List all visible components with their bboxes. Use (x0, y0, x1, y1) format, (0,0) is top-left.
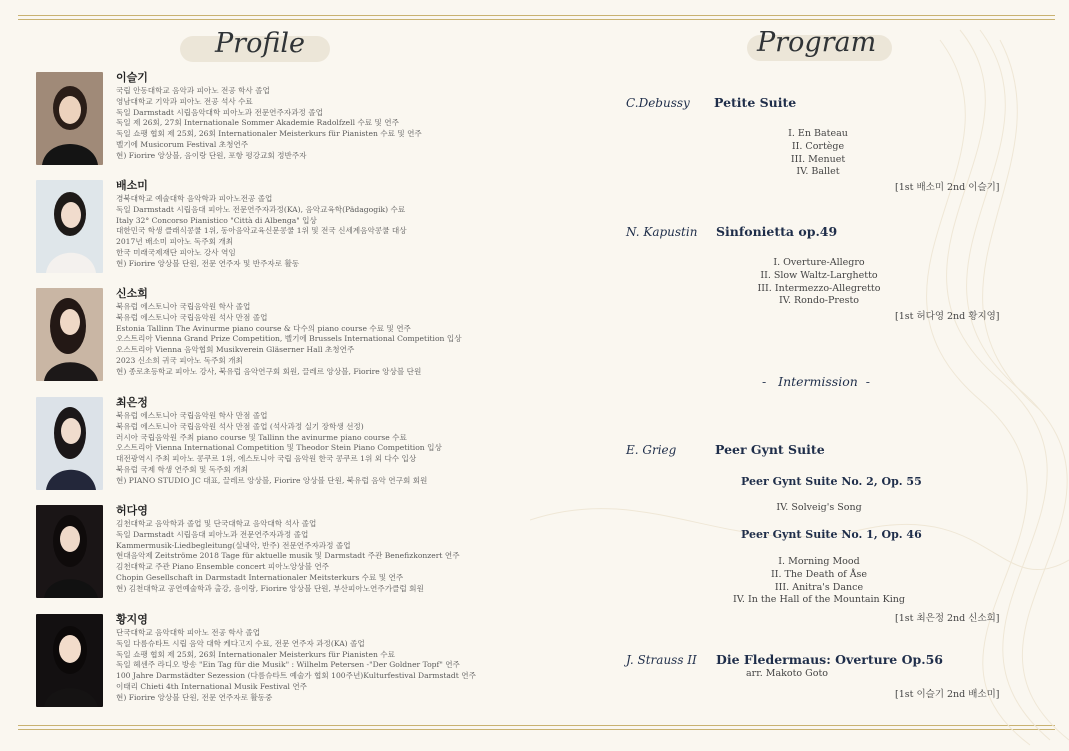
performer-name: 허다영 (116, 504, 148, 517)
subtitle-suite-2: Peer Gynt Suite No. 2, Op. 55 (741, 475, 922, 488)
title-peer-gynt: Peer Gynt Suite (715, 442, 825, 457)
movements-debussy: I. En Bateau II. Cortège III. Menuet IV. Ballet (788, 128, 848, 178)
performer-name: 배소미 (116, 179, 148, 192)
arranger: arr. Makoto Goto (746, 668, 829, 679)
performers-kapustin: [1st 허다영 2nd 황지영] (895, 311, 1000, 322)
performers-grieg: [1st 최은정 2nd 신소희] (895, 613, 1000, 624)
portrait-photo (36, 505, 103, 598)
movements-suite-2: IV. Solveig's Song (776, 502, 862, 513)
performer-name: 황지영 (116, 613, 148, 626)
top-rule-1 (18, 15, 1055, 16)
composer-debussy: C.Debussy (626, 96, 690, 110)
top-rule-2 (18, 19, 1055, 20)
bio-lines: 김천대학교 음악학과 졸업 및 단국대학교 음악대학 석사 졸업 독일 Darmstadt 시립음대 피아노과 전문연주자과정 졸업 Kammermusik-Liedbegleitung(실내악, 반주) 전문연주자과정 졸업 현대음악제 Zeitströme 2018 Tage für aktuelle musik 및 Darmstadt 주관 Benefizkonzert 연주 김천대학교 주관 Piano Ensemble concert 피아노앙상블 연주 Chopin Gesellschaft in Darmstadt Internationaler Meitsterkurs 수료 및 연주 현) 김천대학교 공연예술학과 출강, 음이랑, Fiorire 앙상블 단원, 부산피아노연주가클럽 회원 (116, 519, 460, 593)
bottom-rule-2 (18, 729, 1055, 730)
performers-strauss: [1st 이슬기 2nd 배소미] (895, 689, 1000, 700)
composer-strauss: J. Strauss II (626, 653, 697, 667)
composer-grieg: E. Grieg (626, 443, 677, 457)
title-petite-suite: Petite Suite (714, 95, 797, 110)
portrait-photo (36, 180, 103, 273)
intermission: - Intermission - (762, 374, 870, 389)
portrait-photo (36, 72, 103, 165)
performers-debussy: [1st 배소미 2nd 이슬기] (895, 182, 1000, 193)
performer-name: 이슬기 (116, 71, 148, 84)
bio-lines: 단국대학교 음악대학 피아노 전공 학사 졸업 독일 다름슈타트 시립 음악 대학 케다고지 수료, 전문 연주자 과정(KA) 졸업 독일 쇼팽 협회 제 25회, 26회 Internationaler Meisterkurs für Pianisten 수료 독일 헤센주 라디오 방송 "Ein Tag für die Musik" : Wilhelm Petersen -"Der Goldner Topf" 연주 100 Jahre Darmstädter Sezession (다름슈타트 예술가 협회 100주년)Kulturfestival Darmstadt 연주 이태리 Chieti 4th International Musik Festival 연주 현) Fiorire 앙상블 단원, 전문 연주자로 활동중 (116, 628, 476, 702)
subtitle-suite-1: Peer Gynt Suite No. 1, Op. 46 (741, 528, 922, 541)
title-fledermaus: Die Fledermaus: Overture Op.56 (716, 652, 943, 667)
bio-lines: 북유럽 에스토니아 국립음악원 학사 만점 졸업 북유럽 에스토니아 국립음악원 석사 만점 졸업 (석사과정 실기 장학생 선정) 러시아 국립음악원 주최 piano course 및 Tallinn the avinurme piano course 수료 오스트리아 Vienna International Competition 및 Theodor Stein Piano Competition 입상 대전광역시 주최 피아노 콩쿠르 1위, 에스토니아 국립 음악원 한국 콩쿠르 1위 외 다수 입상 북유럽 국제 학생 연주회 및 독주회 개최 현) PIANO STUDIO JC 대표, 끌레르 앙상블, Fiorire 앙상블 단원, 북유럽 음악 연구회 회원 (116, 411, 442, 485)
portrait-photo (36, 397, 103, 490)
bio-lines: 경북대학교 예술대학 음악학과 피아노전공 졸업 독일 Darmstadt 시립음대 피아노 전문연주자과정(KA), 음악교육학(Pädagogik) 수료 Italy 32° Concorso Pianistico "Città di Albenga" 입상 대한민국 학생 클래식콩쿨 1위, 동아음악교육신문콩쿨 1위 및 전국 신세계음악콩쿨 대상 2017년 배소미 피아노 독주회 개최 한국 미래국제재단 피아노 강사 역임 현) Fiorire 앙상블 단원, 전문 연주자 및 반주자로 활동 (116, 194, 407, 268)
title-sinfonietta: Sinfonietta op.49 (716, 224, 838, 239)
bottom-rule-1 (18, 725, 1055, 726)
performer-name: 신소희 (116, 287, 148, 300)
portrait-photo (36, 288, 103, 381)
composer-kapustin: N. Kapustin (626, 225, 698, 239)
bio-lines: 국립 안동대학교 음악과 피아노 전공 학사 졸업 영남대학교 기악과 피아노 전공 석사 수료 독일 Darmstadt 시립음악대학 피아노과 전문연주자과정 졸업 독일 제 26회, 27회 Internationale Sommer Akademie Radolfzell 수료 및 연주 독일 쇼팽 협회 제 25회, 26회 Internationaler Meisterkurs für Pianisten 수료 및 연주 벨기에 Musicorum Festival 초청연주 현) Fiorire 앙상블, 음이랑 단원, 포항 평강교회 정반주자 (116, 86, 422, 160)
bio-lines: 북유럽 에스토니아 국립음악원 학사 졸업 북유럽 에스토니아 국립음악원 석사 만점 졸업 Estonia Tallinn The Avinurme piano course & 다수의 piano course 수료 및 연주 오스트리아 Vienna Grand Prize Competition, 벨기에 Brussels International Competition 입상 오스트리아 Vienna 음악협회 Musikverein Gläserner Hall 초청연주 2023 신소희 귀국 피아노 독주회 개최 현) 종로초등학교 피아노 강사, 북유럽 음악연구회 회원, 끌레르 앙상블, Fiorire 앙상블 단원 (116, 302, 462, 376)
program-heading: Program (757, 27, 876, 58)
movements-kapustin: I. Overture-Allegro II. Slow Waltz-Larghetto III. Intermezzo-Allegretto IV. Rondo-Presto (757, 257, 881, 307)
portrait-photo (36, 614, 103, 707)
profile-heading: Profile (215, 28, 305, 59)
performer-name: 최은정 (116, 396, 148, 409)
movements-suite-1: I. Morning Mood II. The Death of Åse III. Anitra's Dance IV. In the Hall of the Mountain King (732, 556, 906, 606)
